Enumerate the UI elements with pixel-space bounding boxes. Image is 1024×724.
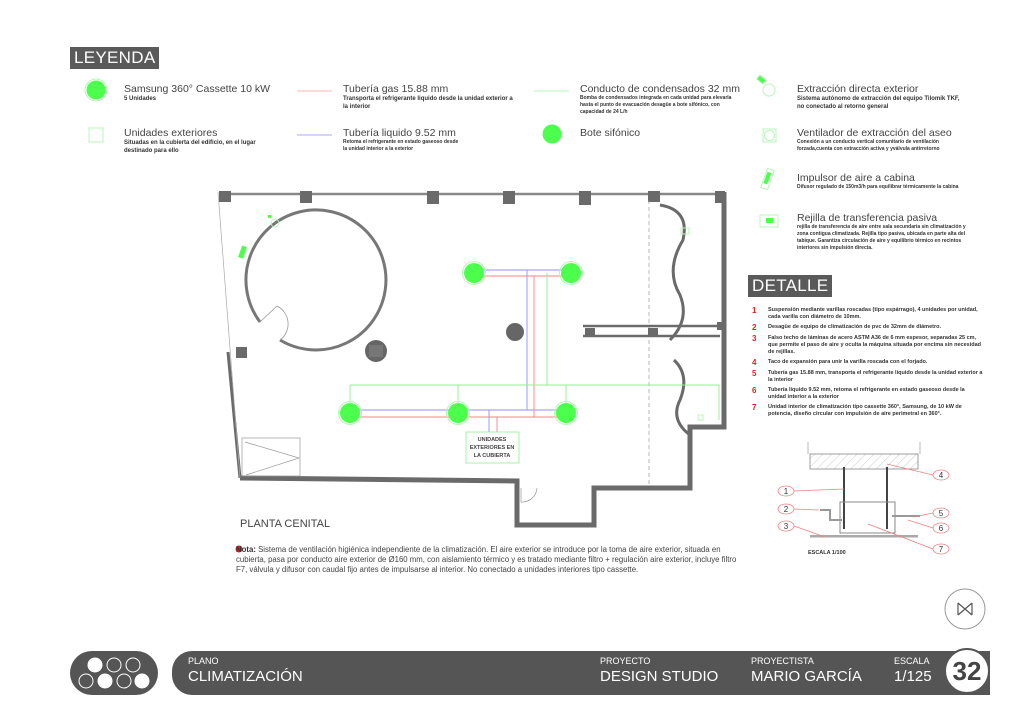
legend-item-title: Rejilla de transferencia pasiva [797, 212, 938, 224]
legend-item-title: Conducto de condensados 32 mm [580, 83, 740, 95]
legend-item-title: Ventilador de extracción del aseo [797, 127, 952, 139]
callout-7: 7 [938, 545, 944, 554]
legend-item-desc: Transporta el refrigerante liquido desde la unidad exterior a la interior [343, 96, 513, 110]
detail-text: Suspensión mediante varillas roscadas (tipo espárrago), 4 unidades por unidad, cada varilla con diámetro de 10mm. [768, 307, 978, 320]
escala-label: ESCALA [894, 656, 930, 666]
cassette-unit [339, 402, 362, 425]
outdoor-box-line: LA CUBIERTA [473, 453, 511, 459]
bathroom-fan [698, 415, 703, 420]
detail-num: 1 [752, 306, 757, 315]
condensate-pipe [350, 273, 719, 420]
title-block [172, 651, 990, 695]
north-arrow-icon [945, 589, 985, 629]
cabin-impeller [238, 246, 247, 259]
detail-text: Falso techo de láminas de acero ASTM A36 de 6 mm espesor, separadas 25 cm, que permite el paso de aire y oculta la máquina situada por encima sin necesidad de rejillas. [768, 335, 982, 355]
cassette-unit [463, 262, 486, 285]
stairs [242, 438, 300, 476]
round-room-door [260, 306, 288, 340]
legend-item-title: Tubería liquido 9.52 mm [343, 127, 456, 139]
round-room-wall [246, 210, 386, 350]
studio-logo [70, 651, 158, 695]
plano-label: PLANO [188, 656, 219, 666]
legend-item-desc: Bomba de condensados integrada en cada unidad para elevarla hasta el punto de evacuación desagüe a bote sifónico, con capacidad de 24 L/h [580, 95, 732, 115]
proyectista-label: PROYECTISTA [751, 656, 814, 666]
legend-item-desc: Retoma el refrigerante en estado gaseoso desde la unidad interior a la exterior [343, 139, 459, 152]
note [236, 545, 741, 575]
outdoor-box-line: UNIDADES [477, 437, 507, 443]
legend-item-title: Extracción directa exterior [797, 83, 919, 95]
detail-num: 2 [752, 323, 757, 332]
legend-item-desc: Sistema autónomo de extracción del equipo Tilomik TKF, no conectado al retorno general [797, 96, 960, 110]
detail-text: Desagüe de equipo de climatización de pvc de 32mm de diámetro. [768, 324, 941, 330]
proyectista-value: MARIO GARCÍA [751, 668, 862, 685]
detail-scale: ESCALA 1/100 [808, 550, 846, 556]
legend-item-desc: 5 Unidades [124, 96, 157, 102]
detail-num: 7 [752, 403, 757, 412]
sheet-number: 32 [944, 648, 990, 694]
toilet-door [521, 488, 537, 502]
legend-item-desc: Conexión a un conducto vertical comunitario de ventilación forzada,cuenta con extracción activa y yválvula antirretorno [797, 139, 940, 152]
detail-text: Unidad interior de climatización tipo cassette 360°, Samsung, de 10 kW de potencia, diseño circular con impulsión de aire perimetral en 360°. [768, 404, 962, 417]
column [506, 323, 524, 341]
cassette-unit [555, 402, 578, 425]
detail-text: Tubería gas 15.88 mm, transporta el refrigerante líquido desde la unidad exterior a la interior [768, 370, 983, 383]
detail-num: 5 [752, 369, 757, 378]
callout-4: 4 [938, 471, 944, 480]
callout-1: 1 [783, 487, 789, 496]
walls [228, 192, 724, 525]
legend-item-desc: Difusor regulado de 150m3/h para equilibrar térmicamente la cabina [797, 184, 959, 190]
legend-item-desc: rejilla de transferencia de aire entre sala secundaria sin climatización y zona contigua climatizada. Rejilla tipo pasiva, ubicada en parte alta del tabique. Garantiza circulación de aire y equilibrio térmico en recintos interiores sin impulsión directa. [797, 224, 966, 251]
detail-num: 3 [752, 334, 757, 343]
detail-num: 6 [752, 386, 757, 395]
cassette-unit [447, 402, 470, 425]
legend-item-title: Impulsor de aire a cabina [797, 172, 915, 184]
legend-item-title: Tubería gas 15.88 mm [343, 83, 449, 95]
cassette-unit [560, 262, 583, 285]
callout-2: 2 [783, 505, 789, 514]
detail-text: Taco de expansión para unir la varilla roscada con el forjado. [768, 359, 928, 365]
callout-5: 5 [938, 509, 944, 518]
note-label: Nota: [236, 545, 256, 554]
legend-title: LEYENDA [70, 47, 159, 69]
legend-item-title: Unidades exteriores [124, 127, 218, 139]
legend-item-title: Bote sifónico [580, 127, 641, 139]
callout-6: 6 [938, 524, 944, 533]
escala-value: 1/125 [894, 668, 932, 685]
plano-value: CLIMATIZACIÓN [188, 668, 303, 685]
plan-title: PLANTA CENITAL [240, 518, 331, 530]
legend-item-desc: Situadas en la cubierta del edificio, en el lugar destinado para ello [124, 140, 256, 154]
outdoor-box-line: EXTERIORES EN [469, 445, 515, 451]
proyecto-value: DESIGN STUDIO [600, 668, 719, 685]
detail-title: DETALLE [748, 275, 832, 297]
proyecto-label: PROYECTO [600, 656, 651, 666]
callout-3: 3 [783, 522, 789, 531]
wavy-wall [660, 205, 690, 435]
note-text: Sistema de ventilación higiénica independiente de la climatización. El aire exterior se introduce por la toma de aire exterior, situada en cubierta, pasa por conducto aire exterior de Ø160 mm, con aislamiento térmico y es tratado mediante filtro + regulación aire exterior, incluye filtro F7, válvula y difusor con caudal fijo antes de impulsarse al interior. No conectado a unidades interiores tipo cassette. [236, 545, 737, 574]
legend-item-title: Samsung 360° Cassette 10 kW [124, 83, 271, 95]
detail-text: Tubería líquido 9.52 mm, retoma el refrigerante en estado gaseoso desde la unidad interior a la exterior [768, 387, 965, 400]
detail-num: 4 [752, 358, 757, 367]
